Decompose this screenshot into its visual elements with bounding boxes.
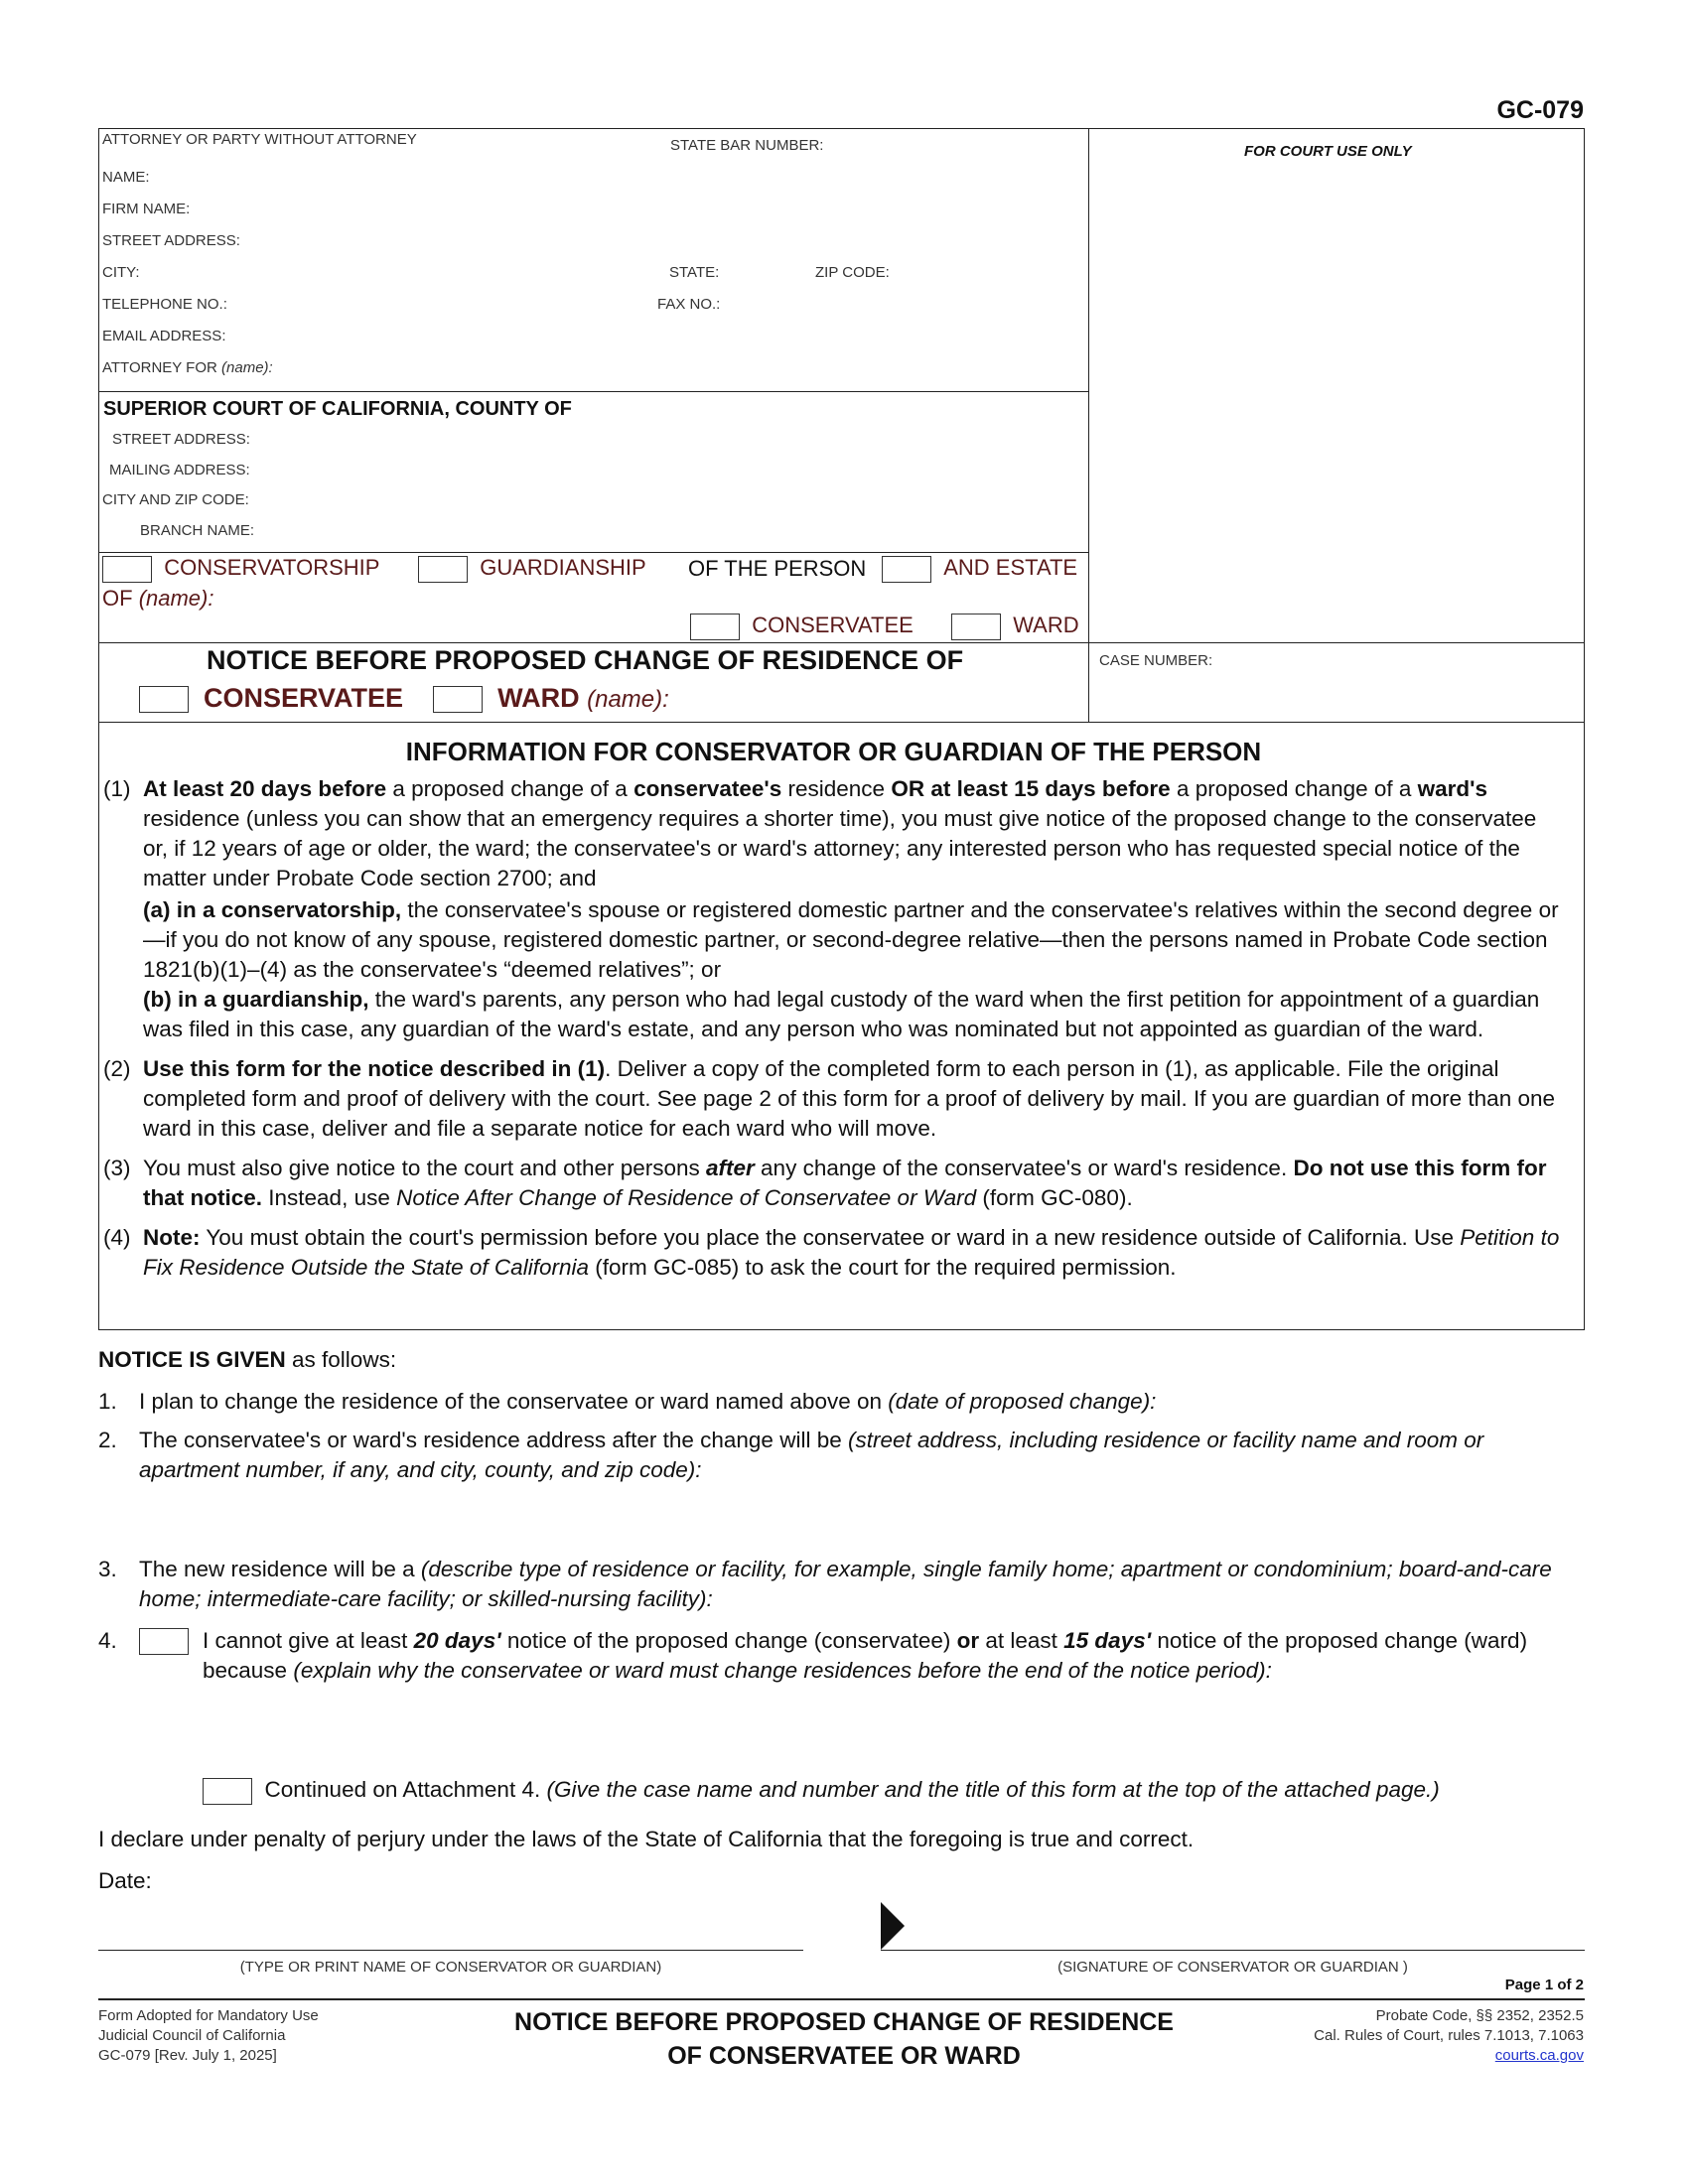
court-mailing-label: MAILING ADDRESS: (109, 462, 250, 478)
num: (2) (103, 1056, 131, 1081)
divider (98, 391, 1088, 392)
text: notice of the proposed change (conservatee) (500, 1628, 957, 1653)
text: I plan to change the residence of the conservatee or ward named above on (139, 1389, 889, 1414)
court-use-only: FOR COURT USE ONLY (1244, 143, 1412, 160)
courts-link[interactable]: courts.ca.gov (1494, 2047, 1584, 2064)
text: as follows: (285, 1347, 397, 1372)
text: (form GC-080). (976, 1185, 1133, 1210)
footer-left-line: GC-079 [Rev. July 1, 2025] (98, 2047, 277, 2064)
text: at least (979, 1628, 1064, 1653)
and-estate-label: AND ESTATE (943, 555, 1078, 580)
item-1 (98, 1387, 1585, 1417)
declaration: I declare under penalty of perjury under the laws of the State of California that the foregoing is true and correct. (98, 1827, 1195, 1851)
bold-text: conservatee's (633, 776, 782, 801)
bold-italic-text: 20 days' (413, 1628, 501, 1653)
divider (98, 128, 1585, 129)
info-paragraph-4 (103, 1223, 1564, 1283)
zip-label: ZIP CODE: (815, 264, 890, 281)
title-ward-label: WARD (497, 683, 580, 713)
continued-attachment (203, 1775, 1440, 1805)
bold-italic-text: 15 days' (1063, 1628, 1152, 1653)
text: You must obtain the court's permission before you place the conservatee or ward in a new residence outside of California. Use (200, 1225, 1461, 1250)
num: 4. (98, 1628, 117, 1653)
attorney-for-label (102, 359, 273, 376)
fax-label: FAX NO.: (657, 296, 721, 313)
guardianship-label: GUARDIANSHIP (480, 555, 646, 580)
footer-left-line: Judicial Council of California (98, 2027, 286, 2044)
divider (1584, 128, 1585, 722)
footer-right-line: Cal. Rules of Court, rules 7.1013, 7.1063 (1314, 2027, 1584, 2044)
conservatee-option[interactable] (690, 613, 914, 640)
italic-text: (date of proposed change): (888, 1389, 1157, 1414)
info-paragraph-2 (103, 1054, 1564, 1144)
court-branch-label: BRANCH NAME: (140, 522, 255, 539)
conservatee-label: CONSERVATEE (752, 613, 914, 637)
form-id: GC-079 (1496, 96, 1584, 124)
info-heading: INFORMATION FOR CONSERVATOR OR GUARDIAN OF THE PERSON (405, 737, 1262, 766)
title-options (139, 683, 669, 714)
text: Continued on Attachment 4. (264, 1777, 547, 1802)
of-the-person: OF THE PERSON (688, 556, 867, 581)
information-box (98, 722, 1585, 1330)
footer-left (98, 2006, 319, 2066)
form-title: NOTICE BEFORE PROPOSED CHANGE OF RESIDENCE OF (207, 645, 964, 675)
text: any change of the conservatee's or ward's residence. (754, 1156, 1294, 1180)
signature-caption: (SIGNATURE OF CONSERVATOR OR GUARDIAN ) (1057, 1959, 1408, 1976)
num: 3. (98, 1557, 117, 1581)
text: the ward's parents, any person who had legal custody of the ward when the first petition for appointment of a guardian was filed in this case, any guardian of the ward's estate, and any person who was nominated but not appointed as guardian of the ward. (143, 987, 1540, 1041)
item-4-checkbox[interactable] (139, 1628, 189, 1655)
name-line[interactable] (98, 1950, 803, 1951)
info-paragraph-3 (103, 1154, 1564, 1213)
state-label: STATE: (669, 264, 720, 281)
bold-text: At least 20 days before (143, 776, 387, 801)
text: the conservatee's spouse or registered domestic partner and the conservatee's relatives within the second degree or—if you do not know of any spouse, registered domestic partner, or second-degree relative—then the persons named in Probate Code section 1821(b)(1)–(4) as the conservatee's “deemed relatives”; or (143, 897, 1559, 982)
italic-text: after (706, 1156, 755, 1180)
signature-line[interactable] (881, 1950, 1585, 1951)
firm-label: FIRM NAME: (102, 201, 191, 217)
italic-text: Petition to Fix Residence Outside the State of California (143, 1225, 1560, 1280)
name-caption: (TYPE OR PRINT NAME OF CONSERVATOR OR GUARDIAN) (239, 1959, 662, 1976)
case-number-label: CASE NUMBER: (1099, 652, 1213, 669)
signature-arrow-icon (881, 1902, 905, 1950)
of-hint: (name): (138, 586, 214, 611)
info-paragraph-1b (143, 985, 1564, 1044)
city-label: CITY: (102, 264, 140, 281)
guardianship-checkbox[interactable] (418, 556, 468, 583)
text: notice of the proposed change (ward) because (203, 1628, 1528, 1683)
bold-text: (b) in a guardianship, (143, 987, 369, 1012)
footer-right (1314, 2006, 1584, 2066)
of-text: OF (102, 586, 133, 611)
bold-text: or (956, 1628, 980, 1653)
italic-text: (explain why the conservatee or ward must change residences before the end of the notice period): (293, 1658, 1272, 1683)
street-label: STREET ADDRESS: (102, 232, 240, 249)
conservatorship-checkbox[interactable] (102, 556, 152, 583)
title-ward-checkbox[interactable] (433, 686, 483, 713)
italic-text: (describe type of residence or facility, for example, single family home; apartment or condominium; board-and-care home; intermediate-care facility; or skilled-nursing facility): (139, 1557, 1552, 1611)
info-paragraph-1 (103, 774, 1564, 1044)
item-3 (98, 1555, 1585, 1614)
italic-text: (street address, including residence or facility name and room or apartment number, if any, and city, county, and zip code): (139, 1428, 1484, 1482)
attorney-for-hint: (name): (221, 359, 273, 376)
ward-option[interactable] (951, 613, 1079, 640)
footer-title-line: NOTICE BEFORE PROPOSED CHANGE OF RESIDENCE (514, 2008, 1174, 2036)
item-4 (98, 1626, 1585, 1686)
ward-label: WARD (1013, 613, 1079, 637)
text: a proposed change of a (1170, 776, 1418, 801)
footer-title (397, 2005, 1291, 2073)
bold-text: Do not use this form for that notice. (143, 1156, 1547, 1210)
footer-divider (98, 1998, 1585, 2000)
text: residence (781, 776, 892, 801)
date-label: Date: (98, 1868, 152, 1893)
guardianship-option[interactable] (418, 555, 646, 583)
footer-right-line: Probate Code, §§ 2352, 2352.5 (1375, 2007, 1584, 2024)
and-estate-checkbox[interactable] (882, 556, 931, 583)
text: residence (unless you can show that an emergency requires a shorter time), you must give notice of the proposed change to the conservatee or, if 12 years of age or older, the ward; the conservatee's or ward's attorney; any interested person who has requested special notice of the matter under Probate Code section 2700; and (143, 806, 1537, 890)
state-bar-label: STATE BAR NUMBER: (670, 137, 824, 154)
info-paragraph-1a (143, 895, 1564, 985)
num: 2. (98, 1428, 117, 1452)
name-label: NAME: (102, 169, 150, 186)
attorney-for-text: ATTORNEY FOR (102, 359, 217, 376)
bold-text: (a) in a conservatorship, (143, 897, 402, 922)
title-conservatee-checkbox[interactable] (139, 686, 189, 713)
court-title: SUPERIOR COURT OF CALIFORNIA, COUNTY OF (103, 398, 572, 420)
num: (1) (103, 776, 131, 801)
notice-heading (98, 1345, 396, 1375)
divider (98, 552, 1088, 553)
item-2 (98, 1426, 1585, 1485)
ward-checkbox[interactable] (951, 614, 1001, 640)
court-street-label: STREET ADDRESS: (112, 431, 250, 448)
bold-text: Note: (143, 1225, 201, 1250)
divider (98, 642, 1585, 643)
bold-text: NOTICE IS GIVEN (98, 1347, 286, 1372)
and-estate-option[interactable] (882, 555, 1077, 583)
divider (98, 128, 99, 722)
bold-text: ward's (1417, 776, 1488, 801)
text: Instead, use (262, 1185, 397, 1210)
conservatee-checkbox[interactable] (690, 614, 740, 640)
text: The new residence will be a (139, 1557, 421, 1581)
attorney-title: ATTORNEY OR PARTY WITHOUT ATTORNEY (102, 131, 417, 148)
title-hint: (name): (587, 686, 669, 713)
num: 1. (98, 1389, 117, 1414)
conservatorship-option[interactable] (102, 555, 379, 583)
italic-text: Notice After Change of Residence of Conservatee or Ward (396, 1185, 977, 1210)
phone-label: TELEPHONE NO.: (102, 296, 227, 313)
text: . Deliver a copy of the completed form to each person in (1), as applicable. File the original completed form and proof of delivery with the court. See page 2 of this form for a proof of delivery by mail. If you are guardian of more than one ward in this case, deliver and file a separate notice for each ward who will move. (143, 1056, 1556, 1141)
continued-checkbox[interactable] (203, 1778, 252, 1805)
bold-text: OR at least 15 days before (891, 776, 1171, 801)
email-label: EMAIL ADDRESS: (102, 328, 226, 344)
page-number: Page 1 of 2 (1504, 1977, 1584, 1993)
title-conservatee-label: CONSERVATEE (204, 683, 404, 713)
text: (form GC-085) to ask the court for the required permission. (588, 1255, 1177, 1280)
footer-title-line: OF CONSERVATEE OR WARD (667, 2042, 1021, 2070)
text: You must also give notice to the court and other persons (143, 1156, 707, 1180)
text: I cannot give at least (203, 1628, 414, 1653)
text: The conservatee's or ward's residence address after the change will be (139, 1428, 848, 1452)
conservatorship-label: CONSERVATORSHIP (164, 555, 380, 580)
num: (4) (103, 1225, 131, 1250)
bold-text: Use this form for the notice described in (1) (143, 1056, 606, 1081)
num: (3) (103, 1156, 131, 1180)
divider (1088, 128, 1089, 722)
court-city-label: CITY AND ZIP CODE: (102, 491, 249, 508)
of-name-label (102, 586, 213, 612)
footer-left-line: Form Adopted for Mandatory Use (98, 2007, 319, 2024)
text: a proposed change of a (386, 776, 634, 801)
italic-text: (Give the case name and number and the title of this form at the top of the attached page.) (546, 1777, 1440, 1802)
